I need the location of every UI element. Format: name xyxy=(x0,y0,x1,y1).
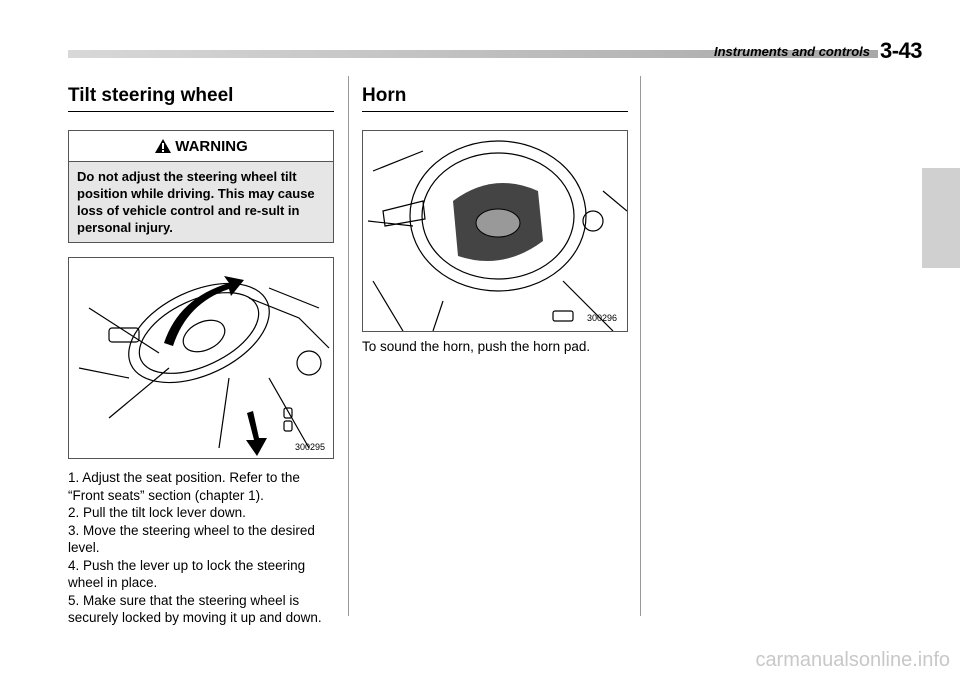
tilt-wheel-figure xyxy=(68,257,334,459)
warning-label: WARNING xyxy=(175,137,248,155)
column-divider-1 xyxy=(348,76,349,616)
horn-instruction: To sound the horn, push the horn pad. xyxy=(362,339,591,354)
section-title: Instruments and controls xyxy=(713,44,870,59)
figure-id: 300296 xyxy=(586,313,617,323)
page-number: 3-43 xyxy=(879,38,922,63)
chapter-tab xyxy=(922,168,960,268)
horn-title: Horn xyxy=(362,85,628,112)
column-divider-2 xyxy=(640,76,641,616)
step-5: 5. Make sure that the steering wheel is securely locked by moving it up and down. xyxy=(68,592,322,625)
watermark: carmanualsonline.info xyxy=(755,649,950,671)
step-3: 3. Move the steering wheel to the desired level. xyxy=(68,522,315,555)
step-1: 1. Adjust the seat position. Refer to the “Front seats” section (chapter 1). xyxy=(68,470,300,503)
tilt-steering-title: Tilt steering wheel xyxy=(68,85,334,112)
step-2: 2. Pull the tilt lock lever down. xyxy=(68,505,246,520)
warning-header xyxy=(69,131,333,162)
horn-figure xyxy=(362,130,628,332)
tilt-wheel-illustration xyxy=(69,258,333,458)
warning-box xyxy=(68,130,334,243)
horn-illustration xyxy=(363,131,627,331)
steps-list xyxy=(68,469,334,627)
warning-text: Do not adjust the steering wheel tilt position while driving. This may cause loss of vehicle control and re-sult in personal injury. xyxy=(69,162,333,242)
middle-column xyxy=(362,85,628,356)
step-4: 4. Push the lever up to lock the steering wheel in place. xyxy=(68,557,306,590)
warning-icon xyxy=(154,138,172,154)
left-column xyxy=(68,85,334,627)
figure-id: 300295 xyxy=(294,442,325,452)
